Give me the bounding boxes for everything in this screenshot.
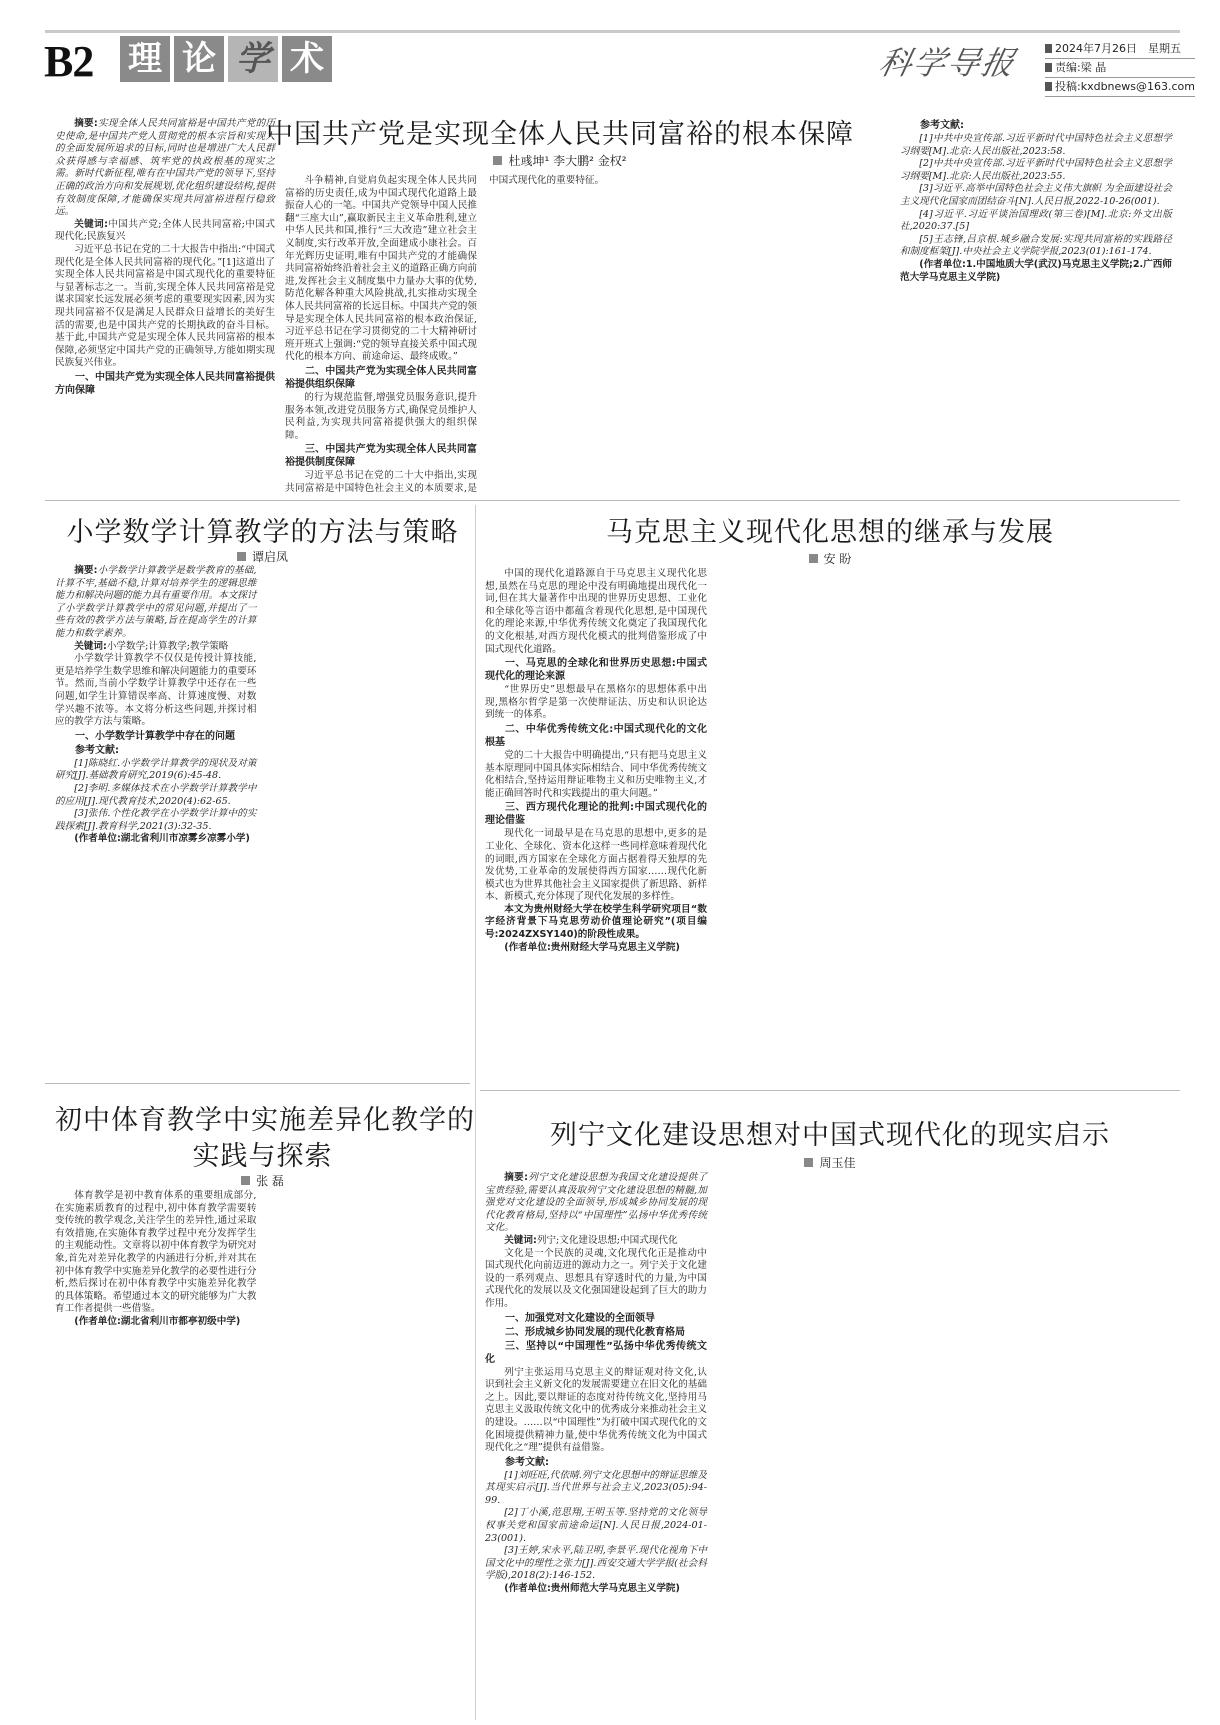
article-5-title: 列宁文化建设思想对中国式现代化的现实启示: [550, 1120, 1110, 1151]
divider: [45, 1083, 470, 1084]
article-1-byline: 杜彧坤¹ 李大鹏² 金权²: [250, 152, 870, 169]
article-1-col5: [900, 118, 1172, 498]
keywords: 关键词:中国共产党;全体人民共同富裕;中国式现代化;民族复兴: [55, 218, 275, 243]
references-heading: 参考文献:: [75, 744, 119, 756]
reference: [2]中共中央宣传部.习近平新时代中国特色社会主义思想学习纲要[M].北京:人民出版社,2023:55.: [900, 158, 1172, 182]
header-rule: [45, 30, 1180, 33]
abstract: 摘要:实现全体人民共同富裕是中国共产党的历史使命,是中国共产党人贯彻党的根本宗旨和实现人的全面发展所追求的目标,同时也是增进广大人民群众获得感与幸福感、筑牢党的执政根基的现实之需。新时代新征程,唯有在中国共产党的领导下,坚持正确的政治方向和发展规划,优化组织建设结构,提供有效制度保障,才能确保实现共同富裕进程行稳致远。: [55, 118, 276, 218]
section-char: 术: [282, 36, 332, 82]
reference: [4]习近平.习近平谈治国理政(第三卷)[M].北京:外文出版社,2020:37.[5]: [900, 208, 1172, 233]
paragraph: 习近平总书记在党的二十大中指出,实现共同富裕是中国特色社会主义的本质要求,是中国式现代化的重要特征。: [285, 175, 605, 494]
reference: [1]陈晓红.小学数学计算教学的现状及对策研究[J].基础教育研究,2019(6):45-48.: [55, 757, 257, 782]
article-4-byline: 张 磊: [55, 1172, 470, 1189]
article-1-col1: [55, 118, 275, 496]
paragraph: 列宁主张运用马克思主义的辩证观对待文化,认识到社会主义新文化的发展需要建立在旧文化的基础之上。因此,要以辩证的态度对待传统文化,坚持用马克思主义汲取传统文化中的优秀成分来推动社会主义的建设。……以“中国理性”为打破中国式现代化的文化困境提供精神力量,使中华优秀传统文化为中国式现代化之“理”提供有益借鉴。: [485, 1366, 707, 1454]
references-heading: 参考文献:: [505, 1456, 549, 1468]
issue-info: [1045, 40, 1195, 97]
section-heading: 一、中国共产党为实现全体人民共同富裕提供方向保障: [55, 371, 275, 396]
paragraph: 习近平总书记在党的二十大报告中指出:“中国式现代化是全体人民共同富裕的现代化。”[1]这道出了实现全体人民共同富裕是中国式现代化的重要特征与显著标志之一。当前,实现全体人民共同富裕是党谋求国家长远发展必须考虑的重要现实因素,因为实现共同富裕不仅是满足人民群众日益增长的美好生活的需要,也是中国共产党的长期执政的奋斗目标。基于此,中国共产党是实现全体人民共同富裕的根本保障,必须坚定中国共产党的正确领导,方能如期实现民族复兴伟业。: [55, 243, 275, 369]
keywords: 关键词:列宁;文化建设思想;中国式现代化: [504, 1234, 678, 1246]
reference: [2]丁小溪,范思翔,王明玉等.坚持党的文化领导权事关党和国家前途命运[N].人民日报,2024-01-23(001).: [485, 1507, 707, 1544]
references-heading: 参考文献:: [920, 120, 964, 131]
author-unit: (作者单位:湖北省利川市都亭初级中学): [74, 1315, 241, 1327]
paragraph: 斗争精神,自觉肩负起实现全体人民共同富裕的历史责任,成为中国式现代化道路上最振奋人心的一笔。中国共产党领导中国人民推翻“三座大山”,赢取新民主主义革命胜利,建立中华人民共和国,推行“三大改造”建立社会主义制度,实行改革开放,全面建成小康社会。百年光辉历史证明,唯有中国共产党的才能确保共同富裕始终沿着社会主义的道路正确方向前进,发挥社会主义制度集中力量办大事的优势,防范化解各种重大风险挑战,扎实推动实现全体人民共同富裕的长远目标。中国共产党的领导是实现全体人民共同富裕的根本政治保证,习近平总书记在学习贯彻党的二十大精神研讨班开班式上强调:“党的领导直接关系中国式现代化的根本方向、前途命运、最终成败。”: [285, 175, 477, 363]
paragraph: 党的二十大报告中明确提出,“只有把马克思主义基本原理同中国具体实际相结合、同中华优秀传统文化相结合,坚持运用辩证唯物主义和历史唯物主义,才能正确回答时代和实践提出的重大问题。”: [485, 749, 707, 799]
section-char: 学: [228, 36, 278, 82]
editor: 责编:梁 晶: [1045, 59, 1195, 78]
submission-email[interactable]: 投稿:kxdbnews@163.com: [1045, 78, 1195, 97]
paragraph: 体育教学是初中教育体系的重要组成部分,在实施素质教育的过程中,初中体育教学需要转变传统的教学观念,关注学生的差异性,通过采取有效措施,在实施体育教学过程中充分发挥学生的主观能动性。文章将以初中体育教学为研究对象,首先对差异化教学的内涵进行分析,并对其在初中体育教学中实施差异化教学的必要性进行分析,然后探讨在初中体育教学中实施差异化教学的具体策略。希望通过本文的研究能够为广大教育工作者提供一些借鉴。: [55, 1190, 257, 1315]
author-unit: (作者单位:1.中国地质大学(武汉)马克思主义学院;2.广西师范大学马克思主义学院): [900, 258, 1172, 283]
section-heading: 二、中国共产党为实现全体人民共同富裕提供组织保障: [285, 365, 477, 390]
divider: [45, 500, 1180, 501]
article-3-body: [485, 568, 1175, 1078]
abstract: 摘要:列宁文化建设思想为我国文化建设提供了宝贵经验,需要认真汲取列宁文化建设思想的精髓,加强党对文化建设的全面领导,形成城乡协同发展的现代化教育格局,坚持以“中国理性”弘扬中华优秀传统文化。: [485, 1172, 707, 1234]
article-2-byline: 谭启凤: [55, 548, 470, 565]
article-5-body: [485, 1172, 1175, 1720]
reference: [1]中共中央宣传部.习近平新时代中国特色社会主义思想学习纲要[M].北京:人民出版社,2023:58.: [900, 133, 1172, 157]
author-unit: (作者单位:贵州师范大学马克思主义学院): [504, 1583, 680, 1595]
section-heading: 二、中华优秀传统文化:中国式现代化的文化根基: [485, 723, 707, 748]
section-heading: 二、形成城乡协同发展的现代化教育格局: [505, 1326, 685, 1338]
article-1-title: 中国共产党是实现全体人民共同富裕的根本保障: [266, 119, 854, 150]
section-heading: 三、西方现代化理论的批判:中国式现代化的理论借鉴: [485, 802, 707, 827]
section-banner: [120, 36, 332, 82]
page-number: B2: [44, 37, 94, 86]
reference: [2]李明.多媒体技术在小学数学计算教学中的应用[J].现代教育技术,2020(4):62-65.: [55, 782, 257, 807]
article-2-title: 小学数学计算教学的方法与策略: [66, 517, 459, 548]
funding-note: 本文为贵州财经大学在校学生科学研究项目“数字经济背景下马克思劳动价值理论研究”(项目编号:2024ZXSY140)的阶段性成果。: [485, 903, 707, 941]
masthead-logo: 科学导报: [875, 44, 1020, 82]
section-heading: 三、坚持以“中国理性”弘扬中华优秀传统文化: [485, 1340, 707, 1365]
section-heading: 一、小学数学计算教学中存在的问题: [75, 730, 235, 742]
keywords: 关键词:小学数学;计算教学;教学策略: [74, 640, 229, 652]
article-2-body: [55, 565, 470, 1045]
issue-date: 2024年7月26日 星期五: [1045, 40, 1195, 59]
article-4-title-line2: 实践与探索: [192, 1141, 333, 1172]
article-4-body: [55, 1190, 470, 1720]
article-3-byline: 安 盼: [480, 550, 1180, 567]
paragraph: 中国的现代化道路源自于马克思主义现代化思想,虽然在马克思的理论中没有明确地提出现代化一词,但在其大量著作中出现的世界历史思想、工业化和全球化等言语中都蕴含着现代化思想,是中国现代化的理论来源,中华优秀传统文化奠定了我国现代化的文化根基,对西方现代化模式的批判借鉴形成了中国式现代化道路。: [485, 568, 707, 655]
paragraph: “世界历史”思想最早在黑格尔的思想体系中出现,黑格尔哲学是第一次使辩证法、历史和认识论达到统一的体系。: [485, 684, 707, 721]
reference: [3]习近平.高举中国特色社会主义伟大旗帜 为全面建设社会主义现代化国家而团结奋斗[N].人民日报,2022-10-26(001).: [900, 183, 1172, 207]
reference: [1]刘旺旺,代依晴.列宁文化思想中的辩证思维及其现实启示[J].当代世界与社会主义,2023(05):94-99.: [485, 1469, 707, 1506]
article-4-title-line1: 初中体育教学中实施差异化教学的: [55, 1105, 475, 1136]
reference: [5]王志锋,吕京根.城乡融合发展:实现共同富裕的实践路径和制度框架[J].中央社会主义学院学报,2023(01):161-174.: [900, 233, 1172, 258]
section-heading: 一、马克思的全球化和世界历史思想:中国式现代化的理论来源: [485, 658, 707, 683]
column-divider: [475, 505, 476, 1720]
section-char: 论: [174, 36, 224, 82]
paragraph: 的行为规范监督,增强党员服务意识,提升服务本领,改进党员服务方式,确保党员维护人民利益,为实现共同富裕提供强大的组织保障。: [285, 391, 477, 441]
article-1-body: [285, 175, 885, 497]
author-unit: (作者单位:湖北省利川市凉雾乡凉雾小学): [74, 833, 250, 845]
section-heading: 三、中国共产党为实现全体人民共同富裕提供制度保障: [285, 444, 477, 469]
reference: [3]张伟.个性化教学在小学数学计算中的实践探索[J].教育科学,2021(3):32-35.: [55, 808, 257, 832]
article-5-byline: 周玉佳: [480, 1154, 1180, 1171]
paragraph: 小学数学计算教学不仅仅是传授计算技能,更是培养学生数学思维和解决问题能力的重要环节。然而,当前小学数学计算教学中还存在一些问题,如学生计算错误率高、计算速度慢、对数学兴趣不浓等。本文将分析这些问题,并探讨相应的教学方法与策略。: [55, 653, 257, 728]
abstract: 摘要:小学数学计算教学是数学教育的基础,计算不牢,基础不稳,计算对培养学生的逻辑思维能力和解决问题的能力具有重要作用。本文探讨了小学数学计算教学中的常见问题,并提出了一些有效的教学方法与策略,旨在提高学生的计算能力和数学素养。: [55, 565, 257, 639]
reference: [3]王婷,宋永平,陆卫明,李景平.现代化视角下中国文化中的理性之张力[J].西安交通大学学报(社会科学版),2018(2):146-152.: [485, 1545, 707, 1582]
section-char: 理: [120, 36, 170, 82]
section-heading: 一、加强党对文化建设的全面领导: [505, 1312, 655, 1324]
divider: [480, 1090, 1180, 1091]
paragraph: 文化是一个民族的灵魂,文化现代化正是推动中国式现代化向前迈进的源动力之一。列宁关于文化建设的一系列观点、思想具有穿透时代的力量,为中国式现代化的发展以及文化强国建设起到了巨大的助力作用。: [485, 1247, 707, 1309]
article-3-title: 马克思主义现代化思想的继承与发展: [606, 517, 1054, 548]
paragraph: 现代化一词最早是在马克思的思想中,更多的是工业化、全球化、资本化这样一些同样意味着现代化的词眼,西方国家在全球化方面占据着得天独厚的先发优势,工业革命的发展使得西方国家……现代化新模式也为世界其他社会主义国家提供了新思路、新样本、新模式,充分体现了现代化发展的多样性。: [485, 828, 707, 903]
author-unit: (作者单位:贵州财经大学马克思主义学院): [504, 941, 680, 953]
